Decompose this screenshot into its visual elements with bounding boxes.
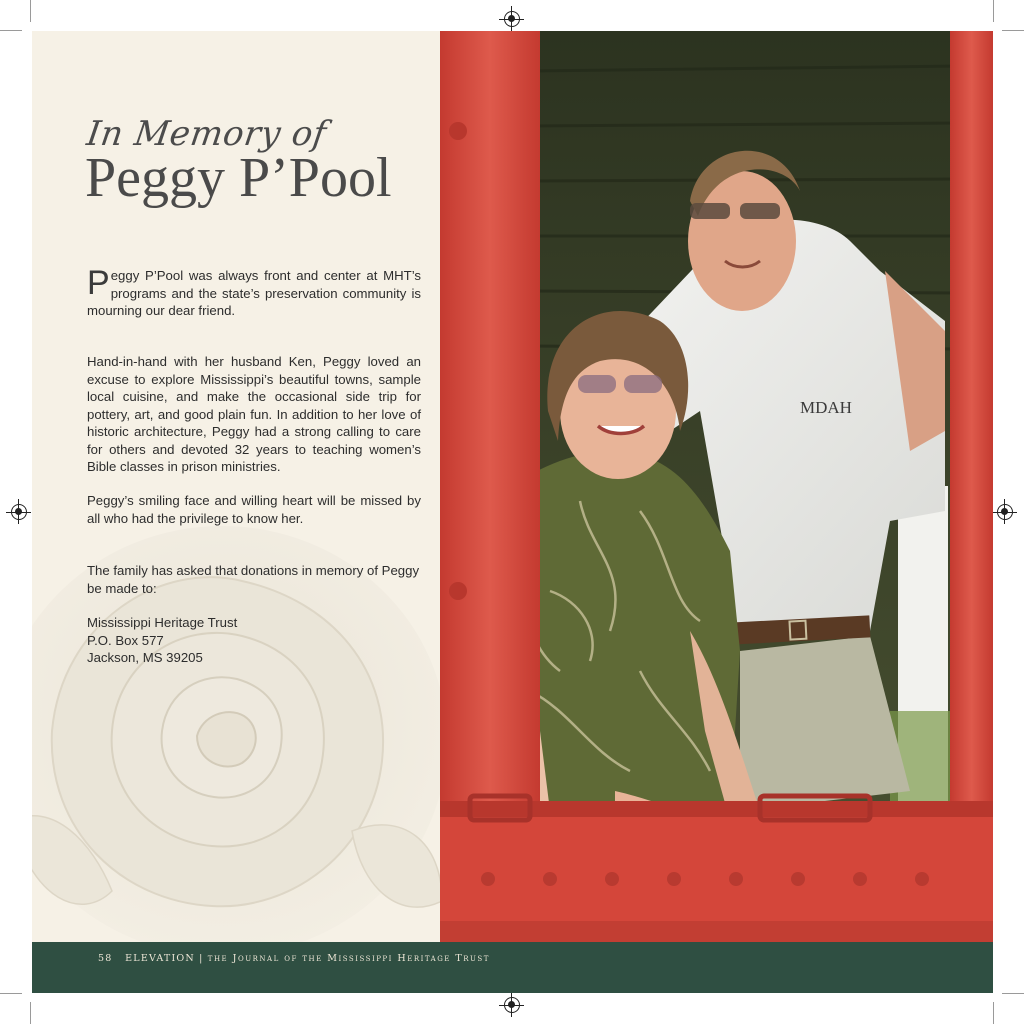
address-line: P.O. Box 577: [87, 632, 164, 648]
crop-mark: [1002, 993, 1024, 994]
crop-mark: [0, 30, 22, 31]
shirt-logo: MDAH: [800, 398, 852, 417]
title-script: In Memory of: [84, 114, 329, 154]
paragraph-intro-text: eggy P’Pool was always front and center at MHT’s programs and the state’s preservation community is mourning our dear friend.: [87, 268, 421, 318]
registration-mark-icon: [504, 11, 520, 27]
crop-mark: [993, 0, 994, 22]
registration-mark-icon: [1004, 499, 1005, 524]
registration-mark-icon: [504, 997, 520, 1013]
registration-mark-icon: [511, 992, 512, 1017]
page-title: Peggy P’Pool: [85, 147, 392, 209]
paragraph-remembrance: Peggy’s smiling face and willing heart will be missed by all who had the privilege to know her.: [87, 493, 421, 526]
paragraph-travels: Hand-in-hand with her husband Ken, Peggy loved an excuse to explore Mississippi’s beautiful towns, sample local cuisine, and make the occasional side trip for pottery, art, and good plain fun. In addition to her love of historic architecture, Peggy had a strong calling to care for others and devoted 32 years to teaching women’s Bible classes in prison ministries.: [87, 354, 421, 474]
crop-mark: [30, 1002, 31, 1024]
crop-mark: [0, 993, 22, 994]
drop-cap: P: [87, 264, 110, 302]
crop-mark: [1002, 30, 1024, 31]
crop-mark: [30, 0, 31, 22]
text-column: [32, 31, 440, 942]
address-line: Jackson, MS 39205: [87, 650, 203, 665]
page-number: 58: [98, 953, 113, 964]
donation-address: [87, 614, 237, 667]
paragraph-donations: The family has asked that donations in memory of Peggy be made to:: [87, 563, 420, 596]
registration-mark-icon: [997, 504, 1013, 520]
journal-name: ELEVATION: [125, 953, 195, 964]
paragraph-intro: [87, 264, 421, 320]
page-footer: [32, 942, 993, 993]
magazine-page: [32, 31, 993, 993]
crop-mark: [993, 1002, 994, 1024]
memorial-photo: [440, 31, 993, 942]
caboose-photo-illustration: [440, 31, 993, 942]
registration-mark-icon: [511, 6, 512, 31]
address-line: Mississippi Heritage Trust: [87, 615, 238, 630]
footer-separator: |: [199, 953, 204, 964]
footer-text: [98, 953, 490, 964]
registration-mark-icon: [18, 499, 19, 524]
registration-mark-icon: [11, 504, 27, 520]
journal-subtitle: the Journal of the Mississippi Heritage Trust: [207, 953, 490, 964]
